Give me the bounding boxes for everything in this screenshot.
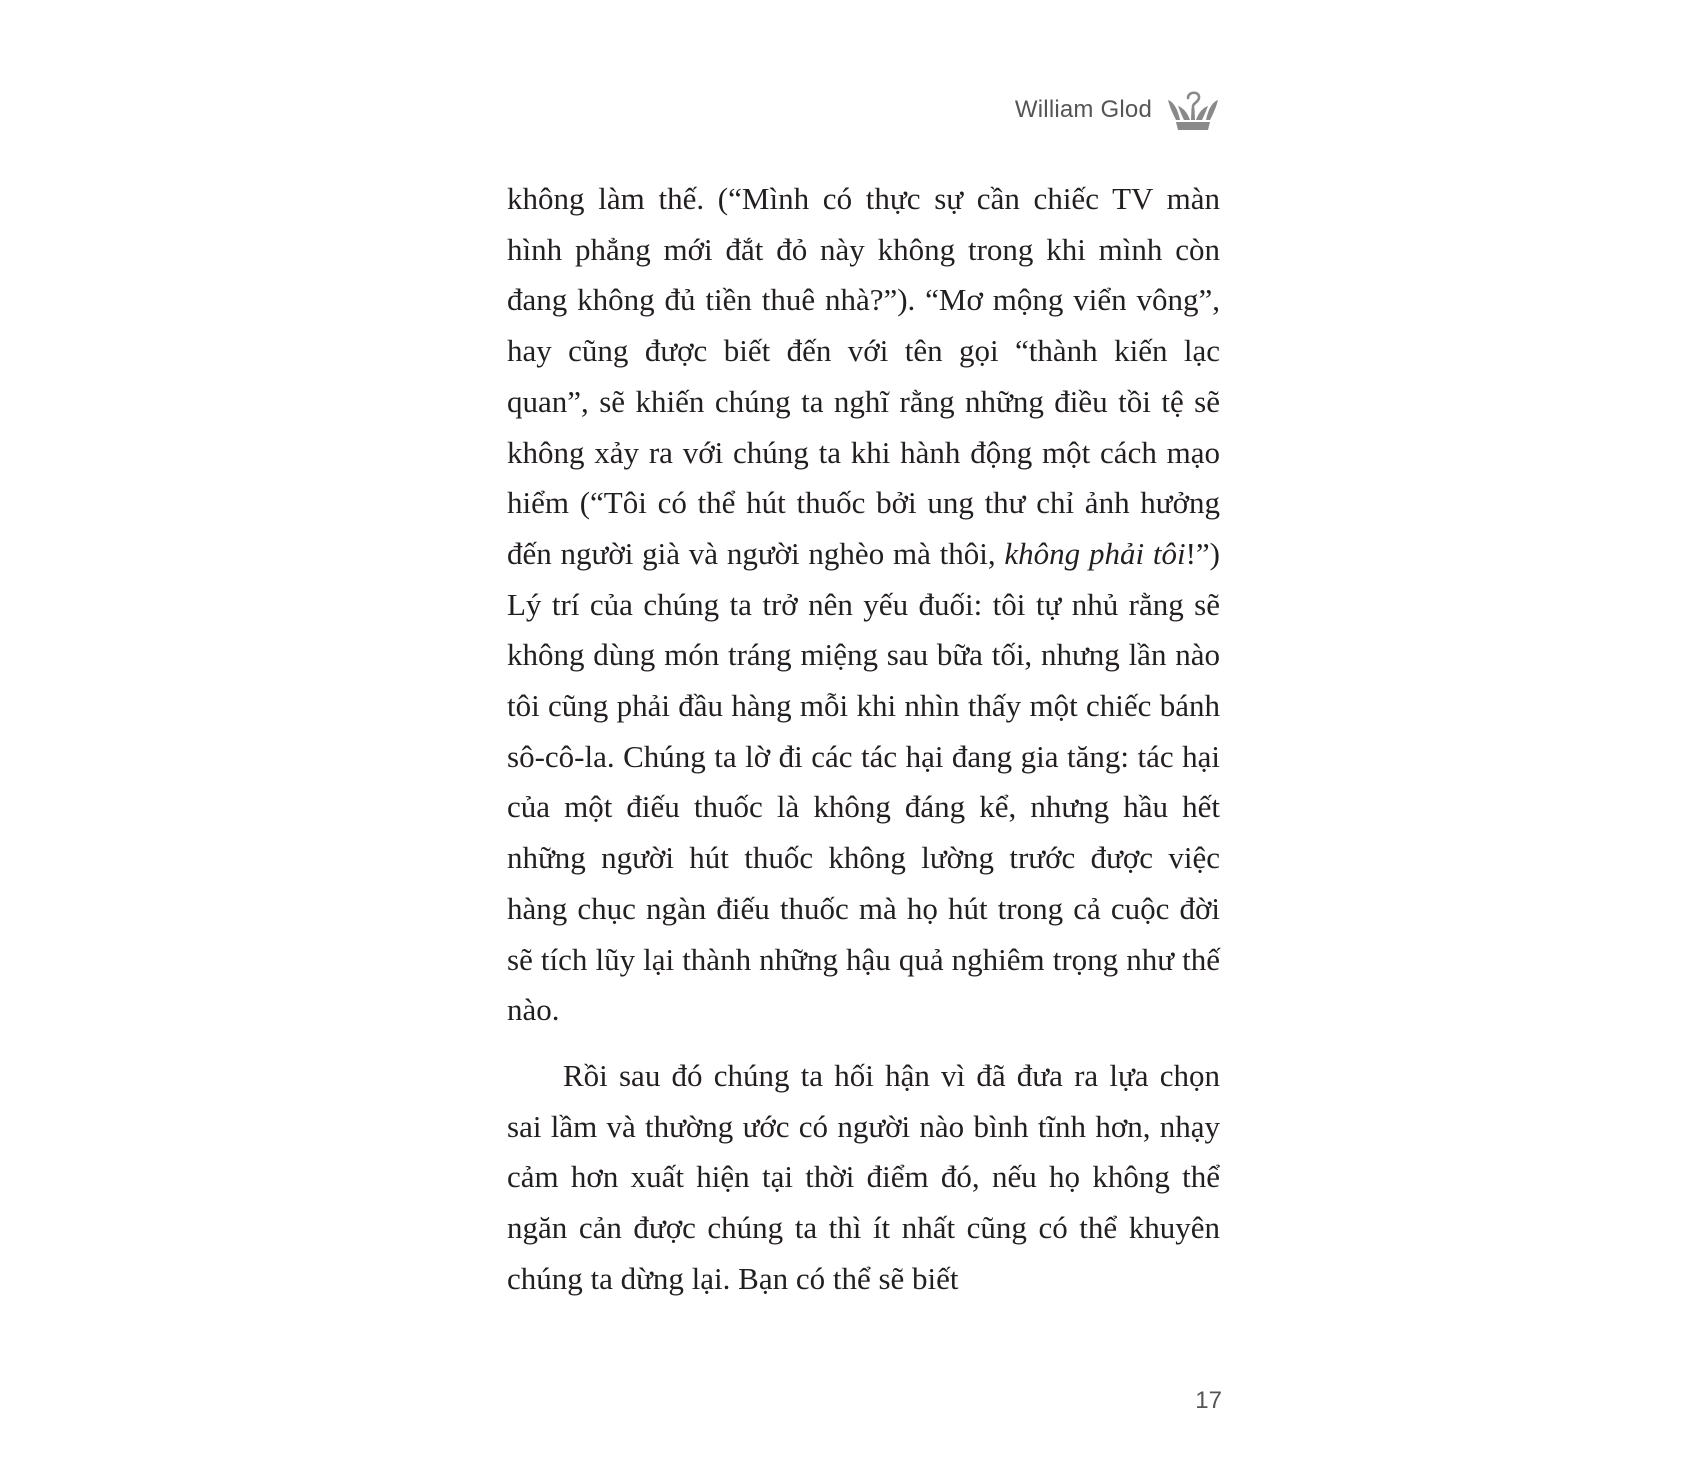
page-number: 17 bbox=[1195, 1387, 1222, 1414]
paragraph-1 bbox=[507, 174, 1220, 1036]
paragraph-1-emphasis: không phải tôi bbox=[1004, 535, 1186, 571]
header-author: William Glod bbox=[1014, 96, 1152, 123]
running-header bbox=[820, 88, 1220, 148]
paragraph-1-text-b: !”) Lý trí của chúng ta trở nên yếu đuối: tôi tự nhủ rằng sẽ không dùng món tráng miệng sau bữa tối, nhưng lần nào tôi cũng phải đầu hàng mỗi khi nhìn thấy một chiếc bánh sô-cô-la. Chúng ta lờ đi các tác hại đang gia tăng: tác hại của một điếu thuốc là không đáng kể, nhưng hầu hết những người hút thuốc không lường trước được việc hàng chục ngàn điếu thuốc mà họ hút trong cả cuộc đời sẽ tích lũy lại thành những hậu quả nghiêm trọng như thế nào. bbox=[507, 535, 1220, 1028]
paragraph-2: Rồi sau đó chúng ta hối hận vì đã đưa ra lựa chọn sai lầm và thường ước có người nào bình tĩnh hơn, nhạy cảm hơn xuất hiện tại thời điểm đó, nếu họ không thể ngăn cản được chúng ta thì ít nhất cũng có thể khuyên chúng ta dừng lại. Bạn có thể sẽ biết bbox=[507, 1057, 1220, 1296]
crown-ornament-icon bbox=[1166, 88, 1220, 136]
paragraph-1-text-a: không làm thế. (“Mình có thực sự cần chiếc TV màn hình phẳng mới đắt đỏ này không trong khi mình còn đang không đủ tiền thuê nhà?”). “Mơ mộng viển vông”, hay cũng được biết đến với tên gọi “thành kiến lạc quan”, sẽ khiến chúng ta nghĩ rằng những điều tồi tệ sẽ không xảy ra với chúng ta khi hành động một cách mạo hiểm (“Tôi có thể hút thuốc bởi ung thư chỉ ảnh hưởng đến người già và người nghèo mà thôi, bbox=[507, 181, 1220, 571]
body-text bbox=[507, 174, 1220, 1304]
